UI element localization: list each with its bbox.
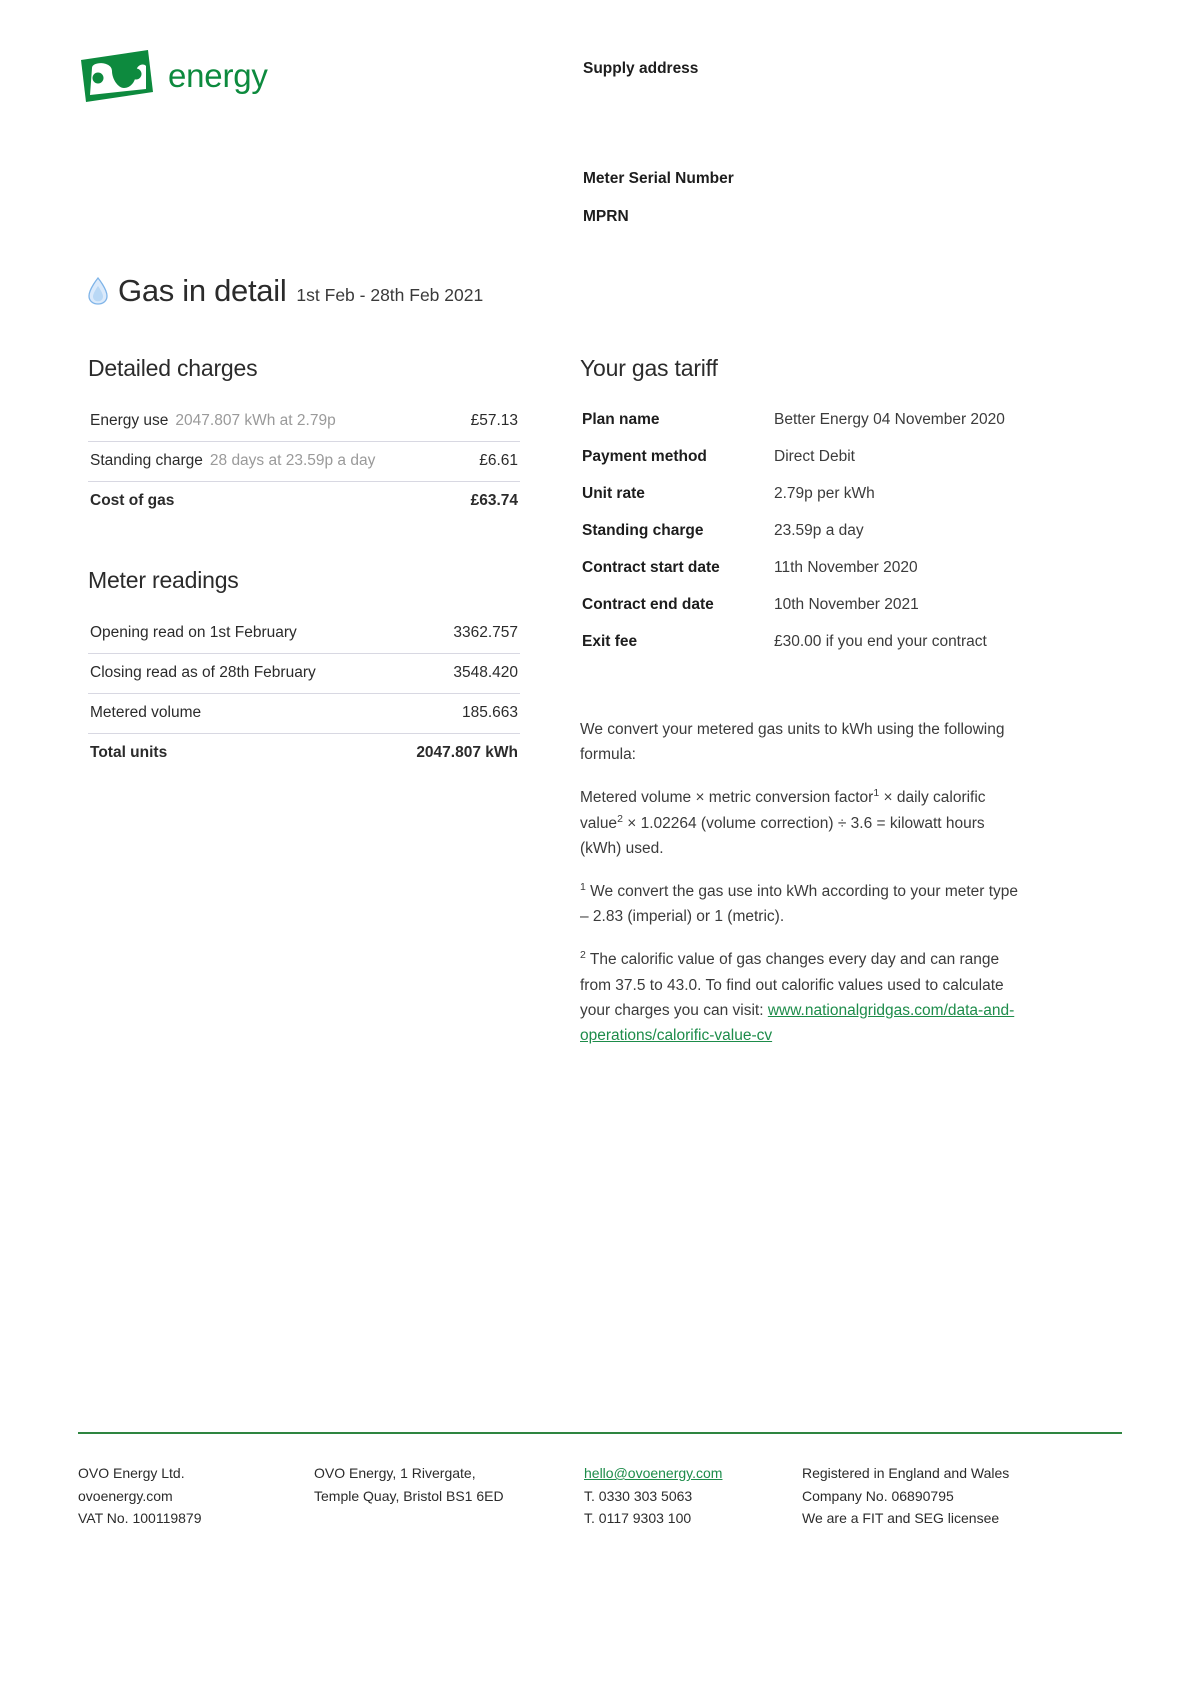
footer-line: Company No. 06890795 bbox=[802, 1487, 954, 1504]
formula-footnote-marker-1: 1 bbox=[873, 787, 880, 800]
footer-email-link[interactable]: hello@ovoenergy.com bbox=[584, 1465, 723, 1481]
brand-name: energy bbox=[168, 57, 268, 94]
reading-value: 3548.420 bbox=[453, 664, 518, 681]
footer-company-column bbox=[78, 1462, 314, 1530]
tariff-row bbox=[580, 624, 1020, 661]
conversion-formula bbox=[580, 785, 1020, 861]
footnote-2-marker: 2 bbox=[580, 949, 586, 962]
formula-footnote-marker-2: 2 bbox=[617, 812, 623, 825]
mprn-label: MPRN bbox=[583, 208, 629, 226]
tariff-row bbox=[580, 550, 1020, 587]
footer-divider bbox=[78, 1432, 1122, 1434]
tariff-row bbox=[580, 476, 1020, 513]
tariff-row bbox=[580, 439, 1020, 476]
charge-amount: £6.61 bbox=[479, 452, 518, 469]
meter-serial-number-label: Meter Serial Number bbox=[583, 169, 734, 187]
tariff-key: Unit rate bbox=[582, 485, 645, 503]
tariff-key: Exit fee bbox=[582, 633, 638, 651]
footer-line: T. 0117 9303 100 bbox=[584, 1510, 692, 1527]
charge-description bbox=[90, 452, 375, 470]
footnote-1-marker: 1 bbox=[580, 880, 586, 893]
footer-line: OVO Energy, 1 Rivergate, bbox=[314, 1465, 476, 1481]
charge-amount: £57.13 bbox=[470, 412, 518, 429]
tariff-key: Plan name bbox=[582, 411, 660, 428]
meter-readings-table bbox=[88, 614, 520, 773]
charge-label: Energy use bbox=[90, 412, 169, 429]
tariff-row bbox=[580, 513, 1020, 550]
table-row bbox=[88, 694, 520, 734]
table-row bbox=[88, 614, 520, 654]
footer-line: VAT No. 100119879 bbox=[78, 1510, 202, 1527]
gas-tariff-list bbox=[580, 402, 1020, 661]
tariff-value: Direct Debit bbox=[774, 448, 855, 466]
table-row bbox=[88, 654, 520, 694]
formula-part-1: Metered volume × metric conversion factor bbox=[580, 789, 874, 807]
footer-line: T. 0330 303 5063 bbox=[584, 1487, 693, 1504]
footer-address-column bbox=[314, 1462, 584, 1530]
meter-readings-heading: Meter readings bbox=[88, 567, 239, 593]
cost-of-gas-row bbox=[88, 482, 520, 521]
footnote-1-text: We convert the gas use into kWh according to your meter type – 2.83 (imperial) or 1 (metric). bbox=[580, 883, 1019, 926]
billing-period: 1st Feb - 28th Feb 2021 bbox=[296, 285, 484, 305]
tariff-row bbox=[580, 587, 1020, 624]
footer-line: Registered in England and Wales bbox=[802, 1465, 1010, 1481]
section-heading bbox=[88, 273, 483, 309]
conversion-intro: We convert your metered gas units to kWh using the following formula: bbox=[580, 721, 1005, 764]
detailed-charges-heading: Detailed charges bbox=[88, 355, 258, 381]
calorific-value-link[interactable]: www.nationalgridgas.com/data-and-operations/calorific-value-cv bbox=[580, 1001, 1015, 1044]
footer-line: ovoenergy.com bbox=[78, 1487, 173, 1504]
reading-label: Closing read as of 28th February bbox=[90, 664, 316, 681]
left-column bbox=[88, 355, 520, 773]
footer-line: Temple Quay, Bristol BS1 6ED bbox=[314, 1487, 504, 1504]
reading-value: 185.663 bbox=[461, 704, 518, 721]
footer-contact-column bbox=[584, 1462, 802, 1530]
total-units-label: Total units bbox=[90, 744, 168, 761]
charge-description bbox=[90, 412, 336, 430]
tariff-row bbox=[580, 402, 1020, 439]
tariff-value: 23.59p a day bbox=[774, 522, 864, 540]
brand-logo bbox=[78, 48, 268, 104]
charge-detail: 28 days at 23.59p a day bbox=[209, 452, 376, 469]
charge-detail: 2047.807 kWh at 2.79p bbox=[175, 412, 336, 429]
table-row bbox=[88, 442, 520, 482]
tariff-value: 2.79p per kWh bbox=[774, 485, 875, 503]
gas-flame-icon bbox=[88, 277, 108, 305]
footnote-2-text: The calorific value of gas changes every day and can range from 37.5 to 43.0. To find out calorific values used to calculate your charges you can visit: bbox=[580, 951, 1004, 1019]
account-details-block bbox=[583, 58, 1003, 228]
tariff-value: Better Energy 04 November 2020 bbox=[774, 411, 1005, 428]
ovo-logo-icon bbox=[78, 48, 156, 104]
charge-label: Standing charge bbox=[90, 452, 203, 469]
tariff-key: Payment method bbox=[582, 448, 707, 466]
reading-value: 3362.757 bbox=[453, 624, 518, 641]
formula-part-3: × 1.02264 (volume correction) ÷ 3.6 = kilowatt hours (kWh) used. bbox=[580, 814, 985, 857]
footer-registration-column bbox=[802, 1462, 1102, 1530]
total-units-row bbox=[88, 734, 520, 773]
detailed-charges-table bbox=[88, 402, 520, 521]
page-header bbox=[78, 40, 1122, 240]
tariff-key: Contract end date bbox=[582, 596, 714, 614]
footer-line: We are a FIT and SEG licensee bbox=[802, 1510, 1000, 1527]
page-title: Gas in detail bbox=[118, 273, 287, 308]
cost-of-gas-label: Cost of gas bbox=[90, 492, 175, 509]
formula-part-2: × daily calorific value bbox=[580, 789, 986, 832]
tariff-key: Standing charge bbox=[582, 522, 704, 540]
reading-label: Opening read on 1st February bbox=[90, 624, 297, 641]
tariff-value: 11th November 2020 bbox=[774, 559, 918, 577]
reading-label: Metered volume bbox=[90, 704, 202, 721]
tariff-value: 10th November 2021 bbox=[774, 596, 919, 614]
gas-tariff-heading: Your gas tariff bbox=[580, 355, 718, 381]
footnote-2 bbox=[580, 947, 1020, 1048]
supply-address-label: Supply address bbox=[583, 60, 699, 77]
right-column bbox=[580, 355, 1020, 1066]
cost-of-gas-amount: £63.74 bbox=[470, 492, 518, 509]
table-row bbox=[88, 402, 520, 442]
tariff-key: Contract start date bbox=[582, 559, 720, 577]
total-units-value: 2047.807 kWh bbox=[416, 744, 518, 761]
tariff-value: £30.00 if you end your contract bbox=[774, 633, 987, 651]
footer-line: OVO Energy Ltd. bbox=[78, 1465, 185, 1481]
footnote-1 bbox=[580, 879, 1020, 929]
page-footer bbox=[78, 1462, 1122, 1530]
